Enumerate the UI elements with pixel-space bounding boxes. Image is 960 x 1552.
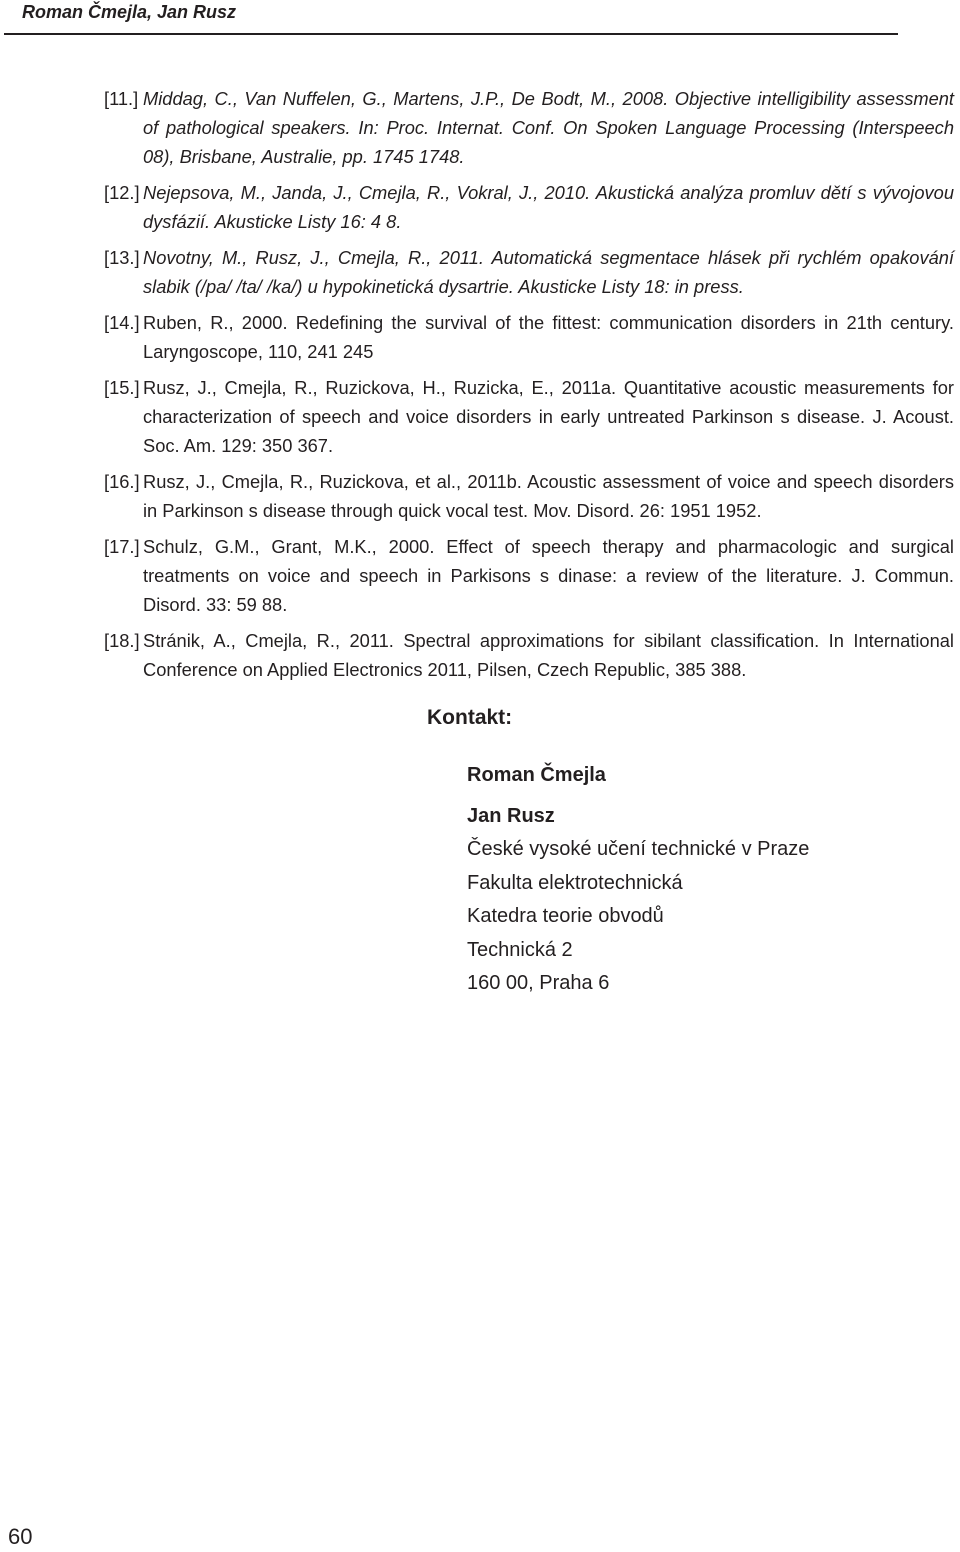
reference-text: Quantitative acoustic measurements for characterization of speech and voice disorders in early untreated Parkinson s disease. J. Acoust. Soc. Am. 129: 350 367. [143,377,955,456]
reference-text: Automatická segmentace hlásek při rychlém opakování slabik (/pa/ /ta/ /ka/) u hypokinetická dysartrie. Akusticke Listy 18: in press. [143,247,954,297]
reference-authors: Rusz, J., Cmejla, R., Ruzickova, H., Ruzicka, E., 2011a. [143,377,617,398]
reference-item [104,467,954,525]
reference-number: [13.] [104,247,140,268]
reference-item [104,84,954,171]
running-header: Roman Čmejla, Jan Rusz [22,2,237,22]
contact-street: Technická 2 [467,938,573,961]
reference-text: Effect of speech therapy and pharmacologic and surgical treatments on voice and speech in Parkisons s dinase: a review of the literature. J. Commun. Disord. 33: 59 88. [143,536,954,615]
reference-item [104,243,954,301]
reference-item [104,532,954,619]
contact-faculty: Fakulta elektrotechnická [467,871,683,894]
reference-number: [15.] [104,377,140,398]
contact-name-2: Jan Rusz [467,804,555,827]
reference-number: [11.] [104,88,139,109]
reference-text: Redefining the survival of the fittest: communication disorders in 21th century. Laryngoscope, 110, 241 245 [143,312,954,362]
reference-item [104,308,954,366]
reference-authors: Novotny, M., Rusz, J., Cmejla, R., 2011. [143,247,484,268]
contact-institution: České vysoké učení technické v Praze [467,838,810,860]
contact-block [467,760,809,1002]
reference-authors: Nejepsova, M., Janda, J., Cmejla, R., Vokral, J., 2010. [143,182,591,203]
page-number: 60 [8,1524,33,1549]
reference-authors: Rusz, J., Cmejla, R., Ruzickova, et al., 2011b. [143,471,522,492]
contact-title: Kontakt: [427,706,513,729]
reference-item [104,626,954,684]
header-rule [4,33,898,35]
contact-department: Katedra teorie obvodů [467,905,664,927]
reference-number: [14.] [104,312,140,333]
reference-number: [18.] [104,630,140,651]
reference-text: Acoustic assessment of voice and speech disorders in Parkinson s disease through quick vocal test. Mov. Disord. 26: 1951 1952. [143,471,954,521]
reference-text: Spectral approximations for sibilant classification. In International Conference on Applied Electronics 2011, Pilsen, Czech Republic, 385 388. [143,630,954,680]
reference-authors: Stránik, A., Cmejla, R., 2011. [143,630,394,651]
references-list [104,84,954,691]
reference-item [104,178,954,236]
reference-number: [12.] [104,182,140,203]
reference-authors: Schulz, G.M., Grant, M.K., 2000. [143,536,435,557]
reference-item [104,373,954,460]
reference-text: Akustická analýza promluv dětí s vývojovou dysfázií. Akusticke Listy 16: 4 8. [143,182,954,232]
reference-number: [16.] [104,471,140,492]
reference-authors: Middag, C., Van Nuffelen, G., Martens, J.P., De Bodt, M., 2008. [143,88,669,109]
contact-city: 160 00, Praha 6 [467,972,610,994]
reference-authors: Ruben, R., 2000. [143,312,288,333]
reference-text: Objective intelligibility assessment of pathological speakers. In: Proc. Internat. Conf. On Spoken Language Processing (Interspeech 08), Brisbane, Australie, pp. 1745 1748. [143,88,954,167]
reference-number: [17.] [104,536,140,557]
contact-name-1: Roman Čmejla [467,764,606,786]
